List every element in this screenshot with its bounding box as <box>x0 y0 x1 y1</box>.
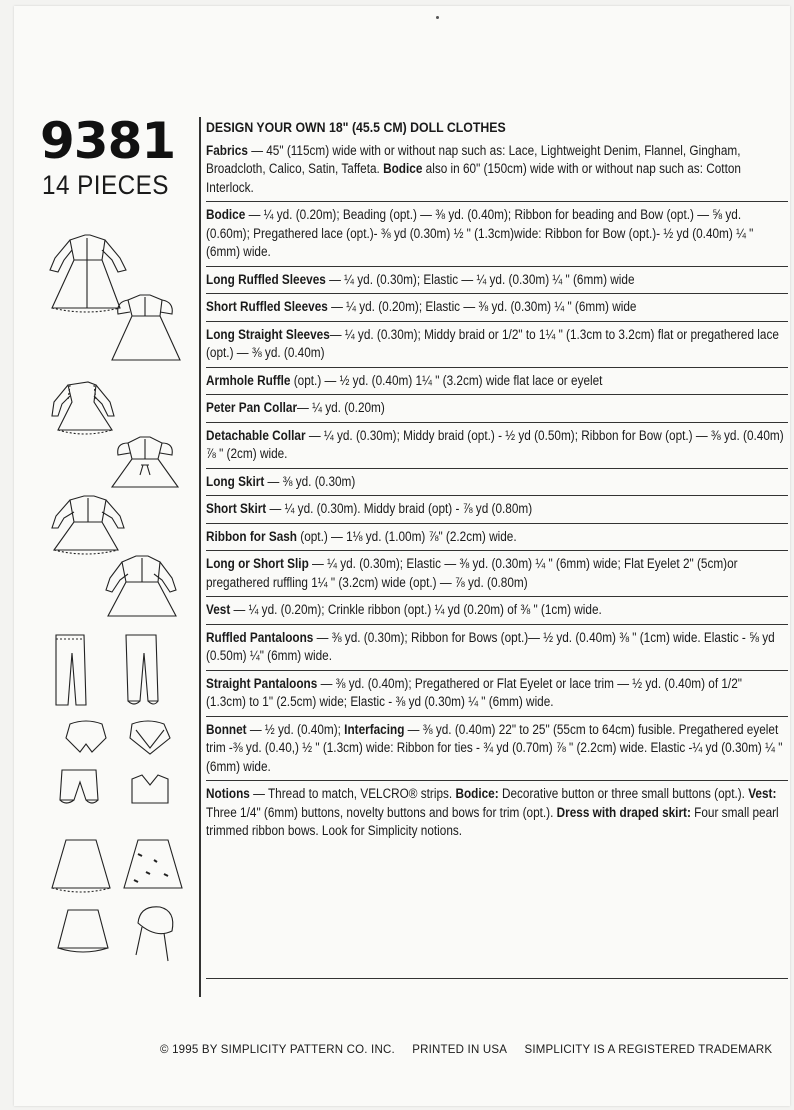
section-label: Armhole Ruffle <box>206 372 291 388</box>
section-ribbon-for-sash <box>206 524 788 552</box>
section-bonnet <box>206 717 788 782</box>
section-label: Bonnet <box>206 721 247 737</box>
section-label: Long Skirt <box>206 473 265 489</box>
section-bold: Bodice: <box>455 786 499 801</box>
section-text: — Thread to match, VELCRO® strips. <box>249 786 456 801</box>
section-text: (opt.) — ½ yd. (0.40m) 1¼ " (3.2cm) wide flat lace or eyelet <box>290 372 603 388</box>
section-label: Straight Pantaloons <box>206 675 318 691</box>
section-text: — ¼ yd. (0.20m) <box>297 400 385 415</box>
section-label: Short Ruffled Sleeves <box>206 299 328 314</box>
section-slip <box>206 551 788 597</box>
section-label: Short Skirt <box>206 501 267 516</box>
dress-drape-illustration <box>106 556 176 616</box>
section-text: — ⅜ yd. (0.30m) <box>264 473 356 489</box>
section-text: (opt.) — 1⅛ yd. (1.00m) ⅞" (2.2cm) wide. <box>296 528 517 544</box>
section-straight-pantaloons <box>206 671 788 717</box>
section-text: Four small pearl trimmed ribbon bows. Look for Simplicity notions. <box>206 804 779 838</box>
section-text: — ¼ yd. (0.20m); Crinkle ribbon (opt.) ¼ yd (0.20m) of ⅜ " (1cm) wide. <box>230 602 602 617</box>
section-text: — ¼ yd. (0.20m); Beading (opt.) — ⅜ yd. (0.40m); Ribbon for beading and Bow (opt.) — ⅝ yd. (0.60m); Pregathered lace (opt.)- ⅜ yd (0.30m) ½ " (1.3cm)wide: Ribbon for Bow (opt.)- ½ yd (0.40m) ¼ " (6mm) wide. <box>206 207 754 259</box>
section-text: — ¼ yd. (0.20m); Elastic — ⅜ yd. (0.30m) ¼ " (6mm) wide <box>327 299 637 314</box>
section-label: Ribbon for Sash <box>206 528 297 544</box>
section-text: — 45" (115cm) wide with or without nap such as: Lace, Lightweight Denim, Flannel, Gingham, Broadcloth, Calico, Satin, Taffeta. <box>206 142 741 176</box>
section-text: — ¼ yd. (0.30m); Middy braid (opt.) - ½ yd (0.50m); Ribbon for Bow (opt.) — ⅜ yd. (0.40m) ⅞ " (2cm) wide. <box>206 427 784 461</box>
bonnet-illustration <box>136 907 173 961</box>
dress-bow-illustration <box>112 437 178 487</box>
section-label: Peter Pan Collar <box>206 400 298 415</box>
section-text: also in 60" (150cm) wide with or without nap such as: Cotton Interlock. <box>206 161 741 195</box>
section-ruffled-pantaloons <box>206 625 788 671</box>
section-text: — ¼ yd. (0.30m); Elastic — ⅜ yd. (0.30m) ¼ " (6mm) wide; Flat Eyelet 2" (5cm)or pregathered ruffling 1¼ " (3.2cm) wide (opt.) — ⅞ yd. (0.80m) <box>206 556 738 590</box>
scan-speck <box>436 16 439 19</box>
section-vest <box>206 597 788 625</box>
pattern-number: 9381 <box>40 112 176 170</box>
section-bold: Bodice <box>383 161 423 176</box>
section-label: Vest <box>206 602 231 617</box>
requirements-panel <box>206 118 788 869</box>
section-text: Decorative button or three small buttons (opt.). <box>498 786 749 801</box>
section-label: Fabrics <box>206 142 248 158</box>
footer <box>160 1044 786 1056</box>
garment-illustrations <box>40 220 190 980</box>
section-label: Notions <box>206 786 250 801</box>
printed-in-text: PRINTED IN USA <box>412 1044 508 1056</box>
section-long-ruffled-sleeves <box>206 267 788 295</box>
section-detachable-collar <box>206 423 788 469</box>
section-label: Detachable Collar <box>206 427 306 443</box>
section-bold: Interfacing <box>344 721 405 737</box>
section-text: — ¼ yd. (0.30m). Middy braid (opt) - ⅞ yd (0.80m) <box>266 501 533 516</box>
section-text: — ¼ yd. (0.30m); Elastic — ¼ yd. (0.30m) ¼ " (6mm) wide <box>325 271 635 287</box>
trademark-text: SIMPLICITY IS A REGISTERED TRADEMARK <box>524 1044 773 1056</box>
section-short-ruffled-sleeves <box>206 294 788 322</box>
collar-illustration <box>66 721 106 752</box>
pantaloons-ruffled-illustration <box>126 635 158 704</box>
section-fabrics <box>206 140 788 203</box>
short-pantaloons-illustration <box>60 770 98 803</box>
section-label: Long Straight Sleeves <box>206 326 330 342</box>
section-label: Long Ruffled Sleeves <box>206 271 326 287</box>
dress-ruffle-illustration <box>52 382 114 434</box>
print-skirt-illustration <box>124 840 182 888</box>
section-long-straight-sleeves <box>206 322 788 368</box>
pantaloons-illustration <box>56 635 86 705</box>
dress-short-sleeve-illustration <box>112 295 180 360</box>
pieces-count: 14 PIECES <box>42 170 169 200</box>
section-label: Bodice <box>206 207 246 222</box>
section-label: Ruffled Pantaloons <box>206 629 314 645</box>
section-text: — ⅜ yd. (0.40m) 22" to 25" (55cm to 64cm) fusible. Pregathered eyelet trim -⅜ yd. (0.40,) ½ " (1.3cm) wide: Ribbon for ties - ¾ yd (0.70m) ⅞ " (2.2cm) wide. Elastic -¼ yd (0.30m) ¼ " (6mm) wide. <box>206 721 783 774</box>
divider-vertical <box>199 117 201 997</box>
section-notions <box>206 781 788 869</box>
section-label: Long or Short Slip <box>206 556 309 571</box>
long-skirt-illustration <box>52 840 110 892</box>
section-bodice <box>206 202 788 267</box>
dress-back-illustration <box>52 496 124 554</box>
sailor-collar-illustration <box>130 721 170 754</box>
divider-bottom <box>206 978 788 979</box>
section-bold: Dress with draped skirt: <box>556 804 691 820</box>
dress-long-sleeve-illustration <box>50 235 126 312</box>
section-bold: Vest: <box>748 786 777 801</box>
copyright-text: © 1995 BY SIMPLICITY PATTERN CO. INC. <box>160 1044 395 1056</box>
page-title: DESIGN YOUR OWN 18" (45.5 CM) DOLL CLOTHES <box>206 119 506 135</box>
section-short-skirt <box>206 496 788 524</box>
section-text: Three 1/4" (6mm) buttons, novelty buttons and bows for trim (opt.). <box>206 804 557 820</box>
section-peter-pan-collar <box>206 395 788 423</box>
section-text: — ⅜ yd. (0.40m); Pregathered or Flat Eyelet or lace trim — ½ yd. (0.40m) of 1/2" (1.3cm) to 1" (2.5cm) wide; Elastic - ⅜ yd (0.30m) ¼ " (6mm) wide. <box>206 675 742 709</box>
vest-illustration <box>132 775 168 803</box>
section-armhole-ruffle <box>206 368 788 396</box>
slip-illustration <box>58 910 108 952</box>
section-text: — ¼ yd. (0.30m); Middy braid or 1/2" to 1¼ " (1.3cm to 3.2cm) flat or pregathered lace (opt.) — ⅜ yd. (0.40m) <box>206 326 779 360</box>
section-text: — ½ yd. (0.40m); <box>246 721 345 737</box>
section-text: — ⅜ yd. (0.30m); Ribbon for Bows (opt.)— ½ yd. (0.40m) ⅜ " (1cm) wide. Elastic - ⅝ yd (0.50m) ¼" (6mm) wide. <box>206 629 775 663</box>
section-long-skirt <box>206 469 788 497</box>
